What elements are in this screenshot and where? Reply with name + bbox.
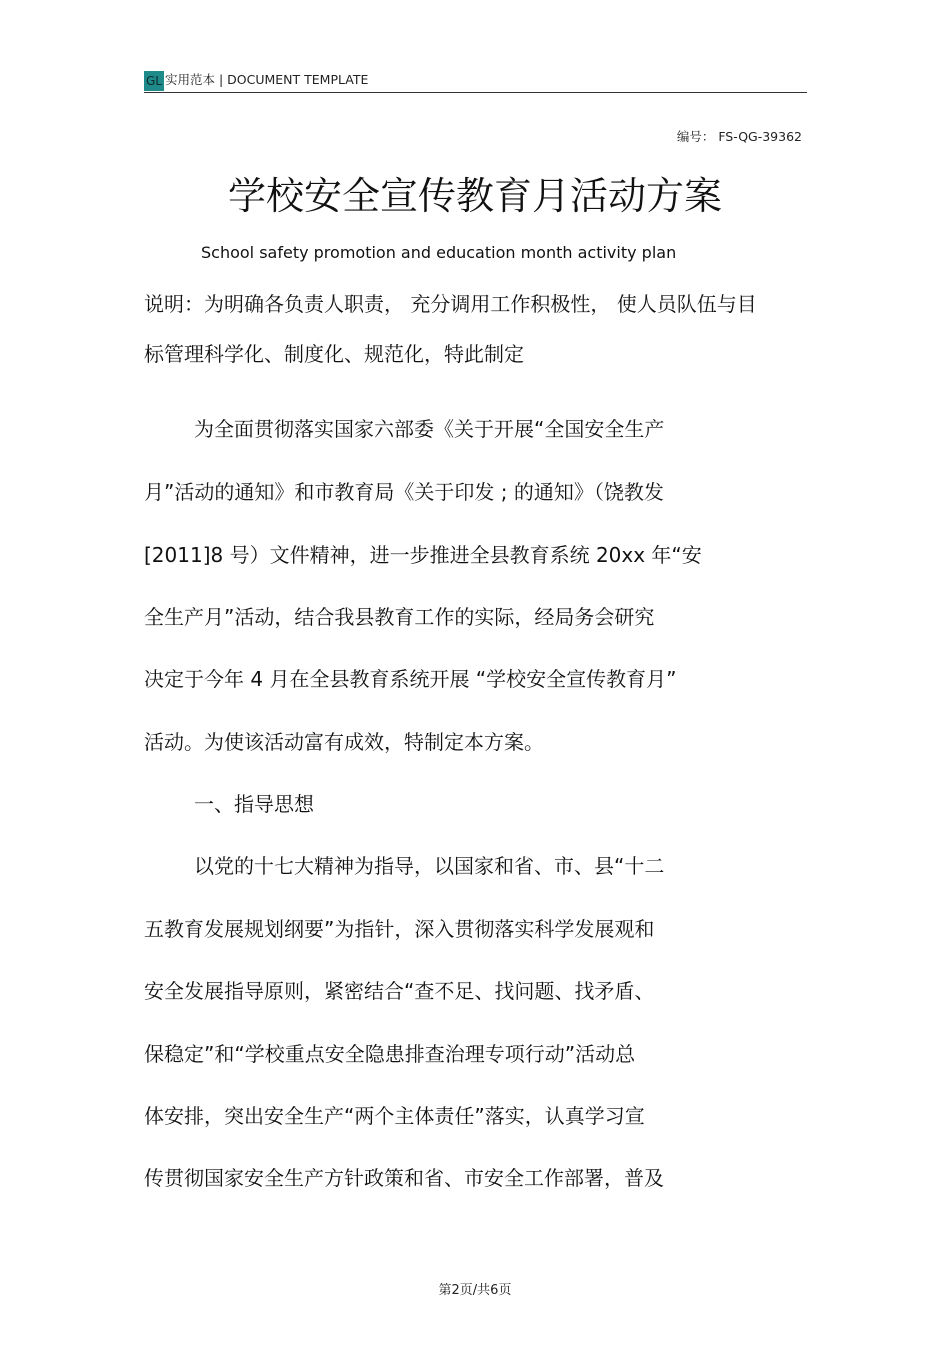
paragraph-line: 决定于今年 4 月在全县教育系统开展 “学校安全宣传教育月” (144, 667, 677, 691)
logo-icon: GL (144, 71, 164, 91)
section-heading: 一、指导思想 (194, 792, 314, 816)
paragraph-line: 以党的十七大精神为指导，以国家和省、市、县“十二 (194, 854, 665, 878)
note-line: 标管理科学化、制度化、规范化，特此制定 (144, 342, 524, 366)
document-number: 编号： FS-QG-39362 (676, 129, 802, 144)
paragraph-line: 月”活动的通知》和市教育局《关于印发 ; 的通知》（饶教发 (144, 480, 664, 504)
paragraph-line: 五教育发展规划纲要”为指针，深入贯彻落实科学发展观和 (144, 917, 655, 941)
paragraph-line: 全生产月”活动，结合我县教育工作的实际，经局务会研究 (144, 605, 655, 629)
header-text: 实用范本 | DOCUMENT TEMPLATE (165, 72, 369, 87)
paragraph-line: 活动。为使该活动富有成效，特制定本方案。 (144, 730, 544, 754)
paragraph-line: 传贯彻国家安全生产方针政策和省、市安全工作部署，普及 (144, 1166, 664, 1190)
paragraph-line: [2011]8 号）文件精神，进一步推进全县教育系统 20xx 年“安 (144, 543, 702, 567)
paragraph-line: 体安排，突出安全生产“两个主体责任”落实，认真学习宣 (144, 1104, 645, 1128)
page-header (144, 70, 807, 93)
paragraph-line: 保稳定”和“学校重点安全隐患排查治理专项行动”活动总 (144, 1042, 636, 1066)
document-subtitle: School safety promotion and education month activity plan (201, 243, 677, 262)
paragraph-line: 安全发展指导原则，紧密结合“查不足、找问题、找矛盾、 (144, 979, 655, 1003)
document-title: 学校安全宣传教育月活动方案 (227, 174, 722, 218)
paragraph-line: 为全面贯彻落实国家六部委《关于开展“全国安全生产 (194, 417, 665, 441)
note-line: 说明：为明确各负责人职责， 充分调用工作积极性， 使人员队伍与目 (144, 292, 757, 316)
page-footer: 第2页/共6页 (438, 1283, 512, 1298)
